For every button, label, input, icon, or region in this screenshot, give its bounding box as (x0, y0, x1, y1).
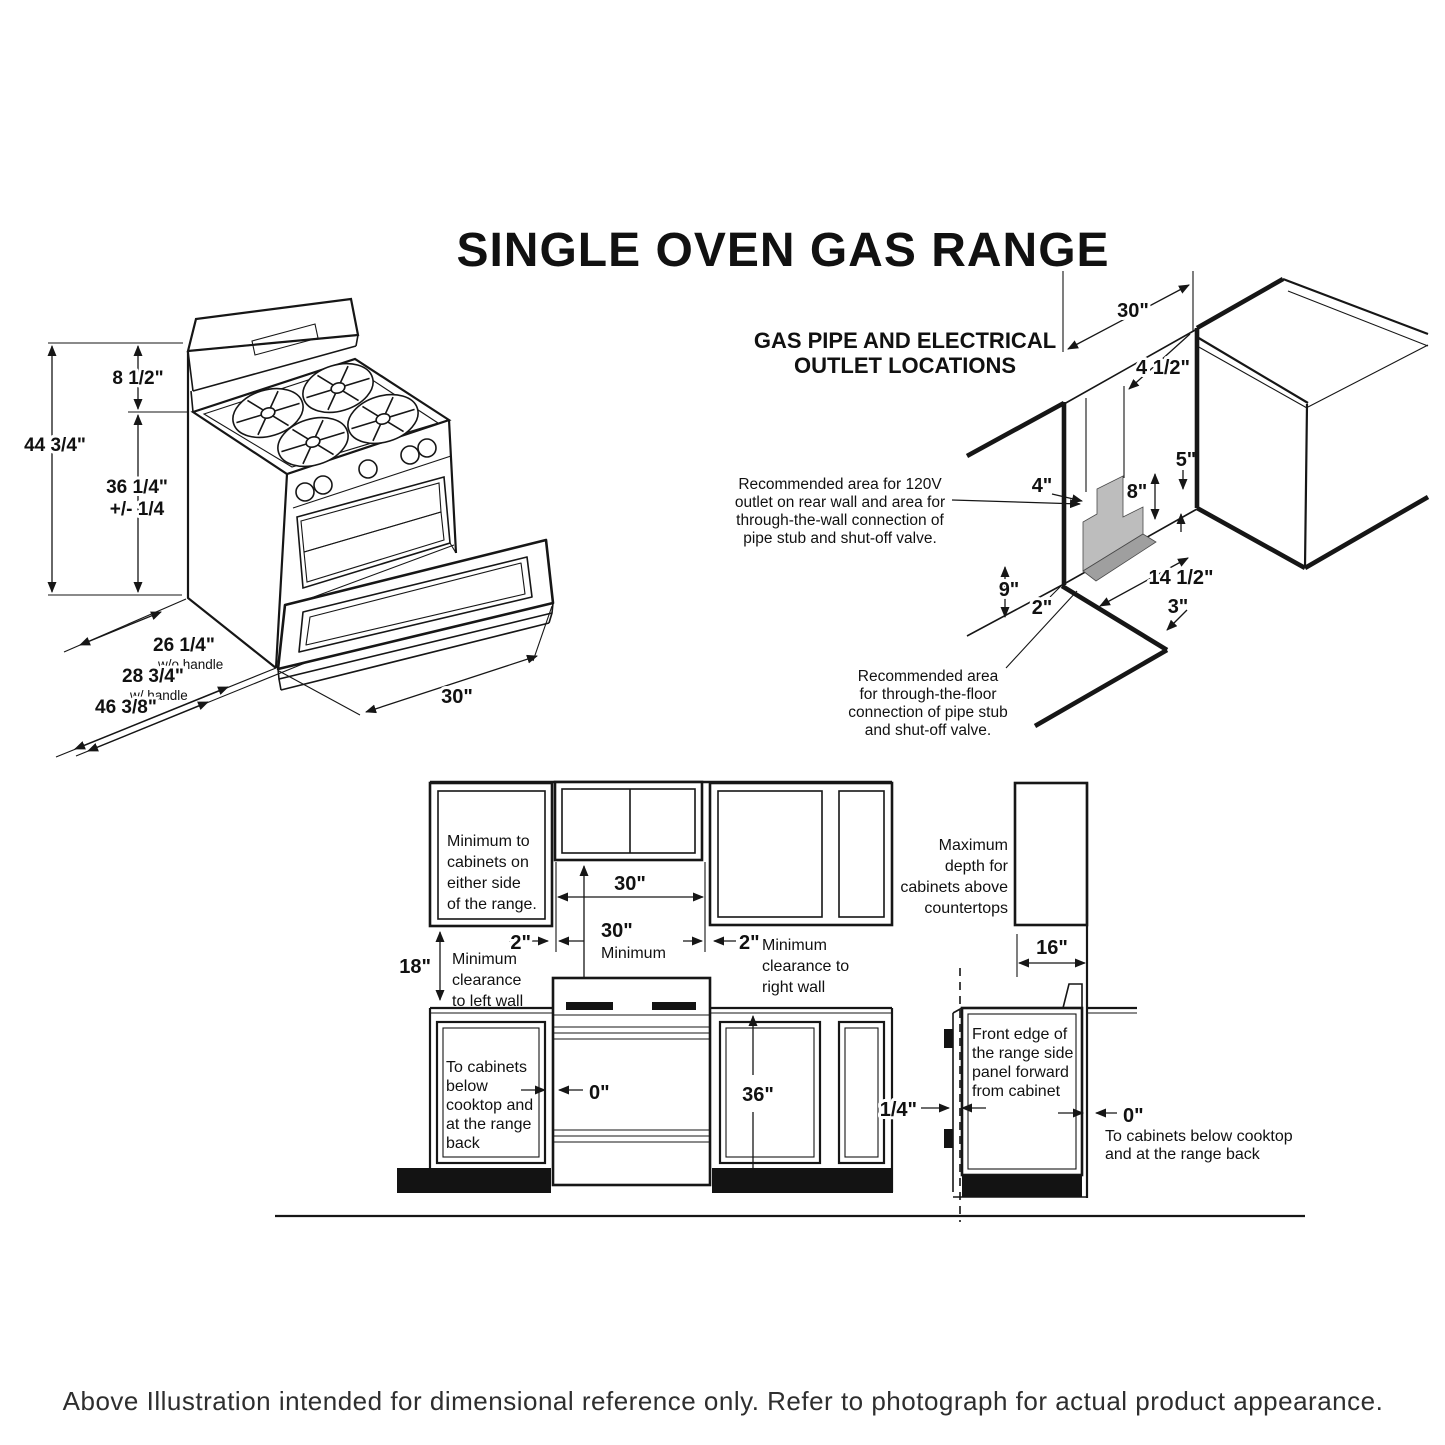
cab-note-line3: either side (447, 875, 521, 892)
base-cabinet-right-door2 (839, 1022, 884, 1163)
below-note3: cooktop and (446, 1097, 534, 1114)
dim-8-label: 8" (1126, 481, 1148, 503)
right-wall-note2: clearance to (762, 958, 850, 975)
door-hinge-tab-lower (944, 1129, 953, 1148)
range-isometric-view (24, 299, 553, 757)
dim-5-label: 5" (1175, 449, 1197, 471)
page-title: SINGLE OVEN GAS RANGE (456, 224, 1110, 277)
wall-note-line2: outlet on rear wall and area for (734, 494, 946, 511)
dim-total-height-label: 44 3/4" (24, 435, 86, 456)
max-depth-note4: countertops (924, 900, 1008, 917)
dim-line-depth-wo-handle (80, 612, 161, 645)
dim-depth-w-handle-label: 28 3/4" (122, 666, 184, 687)
front-edge-note2: the range side (972, 1045, 1074, 1062)
base-cabinet-right-door2-inner (845, 1028, 878, 1157)
cabinet-thick-edges (1197, 279, 1428, 568)
max-depth-note3: cabinets above (900, 879, 1008, 896)
wall-note-line1: Recommended area for 120V (738, 476, 942, 493)
range-side-toe-kick (962, 1175, 1082, 1197)
dim-cooktop-tolerance-label: +/- 1/4 (109, 499, 165, 520)
door-hinge-tab-upper (944, 1029, 953, 1048)
back-note-line2: and at the range back (1105, 1146, 1260, 1163)
wo-handle-note: w/o handle (158, 657, 224, 672)
dim-depth-wo-handle-label: 26 1/4" (153, 635, 215, 656)
left-wall-note1: Minimum (452, 951, 517, 968)
dim-counter-height-label: 36" (742, 1084, 774, 1106)
dim-zero-right-label: 0" (1123, 1105, 1144, 1127)
front-edge-note4: from cabinet (972, 1083, 1061, 1100)
below-note4: at the range (446, 1116, 532, 1133)
wall-note-line3: through-the-wall connection of (736, 512, 944, 529)
toe-kick-left (397, 1168, 551, 1193)
gas-outlet-view (735, 271, 1428, 739)
front-edge-note3: panel forward (972, 1064, 1069, 1081)
cabinet-side-view (880, 783, 1293, 1222)
upper-cabinet-right (710, 783, 892, 925)
range-console-side (1063, 984, 1082, 1008)
dim-zero-left-label: 0" (589, 1082, 610, 1104)
right-wall-note3: right wall (762, 979, 826, 996)
cab-note-line2: cabinets on (447, 854, 529, 871)
dim-30-label: 30" (1117, 300, 1149, 322)
below-note5: back (446, 1135, 480, 1152)
dim-line-4 (1052, 494, 1082, 501)
min-height-note: Minimum (601, 945, 666, 962)
max-depth-note1: Maximum (938, 837, 1008, 854)
dim-opening-label: 30" (614, 873, 646, 895)
back-note-line1: To cabinets below cooktop (1105, 1128, 1293, 1145)
burner-bar-right (652, 1002, 696, 1010)
floor-note-line1: Recommended area (857, 668, 999, 685)
cab-note-line4: of the range. (447, 896, 537, 913)
dim-depth-door-open-label: 46 3/8" (95, 697, 157, 718)
wall-note-leader (952, 500, 1080, 504)
footer-disclaimer: Above Illustration intended for dimensional reference only. Refer to photograph for actual product appearance. (62, 1386, 1384, 1416)
dim-right-gap-label: 2" (739, 932, 760, 954)
max-depth-note2: depth for (944, 858, 1008, 875)
dim-upper-label: 18" (399, 956, 431, 978)
burner-bar-left (566, 1002, 613, 1010)
dim-min-height-label: 30" (601, 920, 633, 942)
dim-4-label: 4" (1031, 475, 1053, 497)
gas-heading-line1: GAS PIPE AND ELECTRICAL (753, 328, 1057, 353)
wall-note-line4: pipe stub and shut-off valve. (743, 530, 937, 547)
toe-kick-right (712, 1168, 893, 1193)
right-wall-note1: Minimum (762, 937, 827, 954)
dim-quarter-label: 1/4" (879, 1099, 917, 1121)
gas-heading-line2: OUTLET LOCATIONS (793, 353, 1017, 378)
floor-note-line4: and shut-off valve. (864, 722, 992, 739)
dim-3-label: 3" (1167, 596, 1189, 618)
w-handle-note: w/ handle (130, 688, 188, 703)
cabinet-countertop (1197, 279, 1428, 567)
dim-9-label: 9" (998, 579, 1020, 601)
cab-note-line1: Minimum to (447, 833, 530, 850)
dim-cab-depth-label: 16" (1036, 937, 1068, 959)
floor-note-line2: for through-the-floor (859, 686, 997, 703)
floor-note-line3: connection of pipe stub (848, 704, 1008, 721)
dim-14-5-label: 14 1/2" (1148, 567, 1214, 589)
below-note2: below (446, 1078, 488, 1095)
left-wall-note3: to left wall (452, 993, 524, 1010)
left-wall-note2: clearance (452, 972, 522, 989)
below-note1: To cabinets (446, 1059, 527, 1076)
dim-4-5-label: 4 1/2" (1136, 357, 1190, 379)
upper-cabinet-side-view (1015, 783, 1087, 925)
dim-width-label: 30" (441, 686, 473, 708)
dim-2-label: 2" (1031, 597, 1053, 619)
dim-left-gap-label: 2" (510, 932, 531, 954)
dim-cooktop-height-label: 36 1/4" (106, 477, 168, 498)
front-edge-note1: Front edge of (972, 1026, 1068, 1043)
countertop-right (710, 1008, 892, 1192)
upper-cabinet-middle (555, 782, 702, 860)
dim-backsplash-label: 8 1/2" (112, 368, 164, 389)
